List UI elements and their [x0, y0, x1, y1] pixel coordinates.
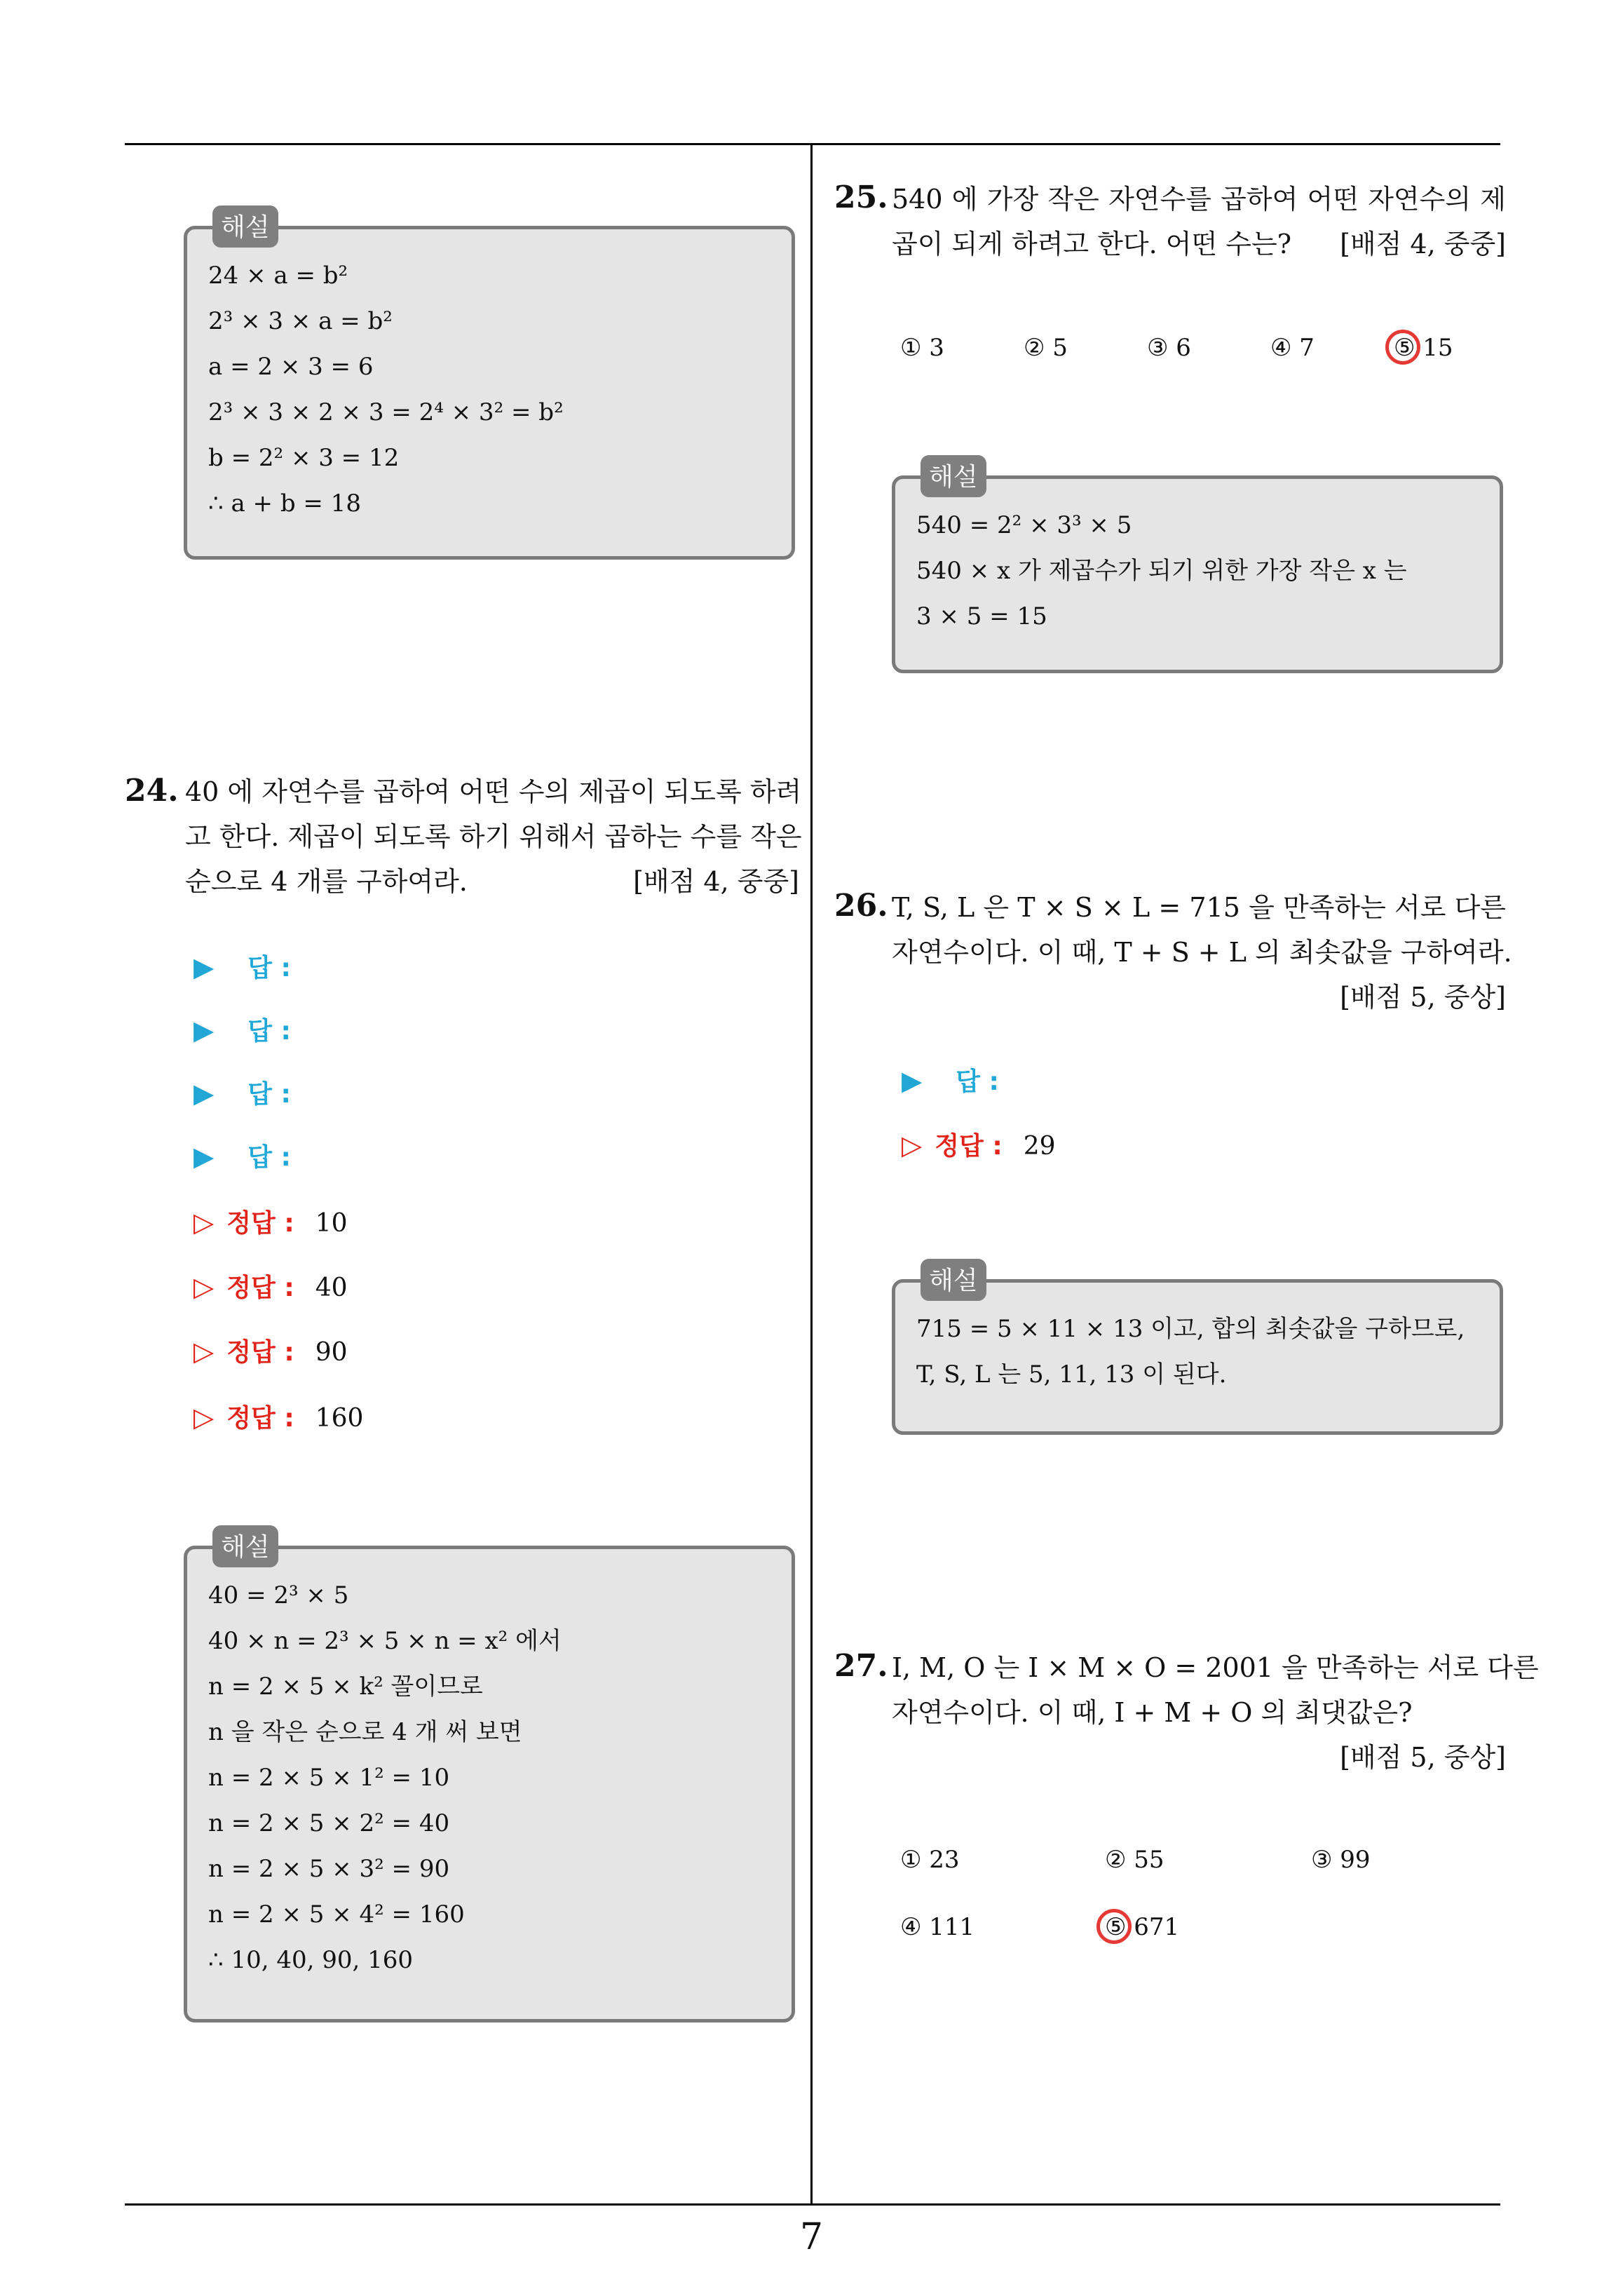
- question-line: 540 에 가장 작은 자연수를 곱하여 어떤 자연수의 제: [892, 184, 1506, 215]
- correct-label: 정답 :: [935, 1132, 1003, 1161]
- choice-1[interactable]: ① 23: [900, 1846, 960, 1874]
- answer-label: 답 :: [956, 1067, 999, 1096]
- explanation-line: ∴ a + b = 18: [208, 489, 361, 518]
- question-text-q26: [892, 885, 1512, 1020]
- correct-value: 10: [315, 1209, 348, 1238]
- points-label: [배점 5, 중상]: [1340, 982, 1506, 1013]
- column-divider: [810, 143, 813, 2205]
- explanation-line: 2³ × 3 × a = b²: [208, 307, 393, 335]
- explanation-box-q24: [184, 1533, 795, 2022]
- explanation-line: n = 2 × 5 × 4² = 160: [208, 1900, 465, 1929]
- correct-answer: [902, 1126, 1056, 1162]
- points-label: [배점 5, 중상]: [1340, 1742, 1506, 1773]
- points-label: [배점 4, 중중]: [633, 866, 799, 897]
- question-number: 26.: [834, 888, 888, 924]
- explanation-tab: 해설: [921, 1259, 986, 1301]
- correct-value: 29: [1023, 1132, 1056, 1161]
- question-line: T, S, L 은 T × S × L = 715 을 만족하는 서로 다른: [892, 892, 1506, 923]
- play-triangle-icon: ▶: [193, 1078, 215, 1109]
- choice-3[interactable]: ③ 99: [1311, 1846, 1371, 1874]
- outline-triangle-icon: ▷: [193, 1402, 215, 1433]
- top-rule: [125, 143, 1500, 145]
- explanation-line: 3 × 5 = 15: [916, 602, 1047, 630]
- choice-3[interactable]: ③ 6: [1147, 334, 1191, 362]
- explanation-line: n = 2 × 5 × 2² = 40: [208, 1809, 450, 1837]
- choice-5[interactable]: ⑤ 15: [1394, 334, 1453, 362]
- question-text-q25: [892, 177, 1506, 266]
- question-line: 곱이 되게 하려고 한다. 어떤 수는?: [892, 229, 1292, 259]
- question-line: 순으로 4 개를 구하여라.: [185, 866, 468, 897]
- choice-2[interactable]: ② 55: [1105, 1846, 1164, 1874]
- answer-label: 답 :: [247, 1017, 291, 1046]
- outline-triangle-icon: ▷: [193, 1336, 215, 1367]
- explanation-line: T, S, L 는 5, 11, 13 이 된다.: [916, 1360, 1227, 1389]
- explanation-line: 540 × x 가 제곱수가 되기 위한 가장 작은 x 는: [916, 557, 1407, 585]
- answer-label: 답 :: [247, 1143, 291, 1172]
- answer-label: 답 :: [247, 954, 291, 982]
- outline-triangle-icon: ▷: [193, 1271, 215, 1302]
- explanation-box-q23: [184, 213, 795, 560]
- play-triangle-icon: ▶: [193, 1141, 215, 1172]
- question-number: 25.: [834, 180, 888, 215]
- correct-value: 90: [315, 1338, 348, 1367]
- correct-value: 40: [315, 1274, 348, 1302]
- play-triangle-icon: ▶: [193, 1015, 215, 1046]
- explanation-line: ∴ 10, 40, 90, 160: [208, 1946, 413, 1974]
- outline-triangle-icon: ▷: [193, 1207, 215, 1238]
- question-number: 27.: [834, 1648, 888, 1684]
- explanation-line: n = 2 × 5 × 3² = 90: [208, 1855, 450, 1883]
- explanation-box-q26: [892, 1267, 1503, 1435]
- outline-triangle-icon: ▷: [902, 1130, 923, 1161]
- explanation-line: n 을 작은 순으로 4 개 써 보면: [208, 1718, 522, 1746]
- question-number: 24.: [125, 773, 179, 809]
- choice-4[interactable]: ④ 7: [1270, 334, 1315, 362]
- choice-1[interactable]: ① 3: [900, 334, 944, 362]
- explanation-line: 540 = 2² × 3³ × 5: [916, 511, 1132, 539]
- explanation-line: 2³ × 3 × 2 × 3 = 2⁴ × 3² = b²: [208, 398, 564, 426]
- explanation-line: 40 = 2³ × 5: [208, 1581, 349, 1609]
- correct-answer-1: [193, 1203, 348, 1239]
- explanation-box-q25: [892, 463, 1503, 673]
- play-triangle-icon: ▶: [902, 1065, 923, 1096]
- answer-field-2[interactable]: [193, 1011, 291, 1047]
- question-line: 자연수이다. 이 때, I + M + O 의 최댓값은?: [892, 1697, 1413, 1728]
- question-text-q27: [892, 1645, 1539, 1780]
- choice-4[interactable]: ④ 111: [900, 1913, 975, 1941]
- question-last-line: [185, 859, 799, 904]
- question-line: 자연수이다. 이 때, T + S + L 의 최솟값을 구하여라.: [892, 937, 1512, 968]
- correct-label: 정답 :: [226, 1209, 294, 1238]
- explanation-line: n = 2 × 5 × 1² = 10: [208, 1764, 450, 1792]
- question-line: I, M, O 는 I × M × O = 2001 을 만족하는 서로 다른: [892, 1652, 1539, 1683]
- play-triangle-icon: ▶: [193, 952, 215, 982]
- question-line: 40 에 자연수를 곱하여 어떤 수의 제곱이 되도록 하려: [185, 776, 802, 807]
- choice-2[interactable]: ② 5: [1024, 334, 1068, 362]
- correct-label: 정답 :: [226, 1404, 294, 1433]
- explanation-line: 24 × a = b²: [208, 262, 348, 290]
- page-number: 7: [799, 2216, 824, 2258]
- explanation-line: a = 2 × 3 = 6: [208, 353, 374, 381]
- points-label: [배점 4, 중중]: [1340, 229, 1506, 259]
- explanation-line: n = 2 × 5 × k² 꼴이므로: [208, 1673, 483, 1701]
- question-text-q24: [185, 769, 802, 904]
- correct-label: 정답 :: [226, 1274, 294, 1302]
- choice-5[interactable]: ⑤ 671: [1105, 1913, 1180, 1941]
- answer-field-1[interactable]: [193, 948, 291, 984]
- correct-label: 정답 :: [226, 1338, 294, 1367]
- answer-field[interactable]: [902, 1062, 999, 1098]
- explanation-line: 715 = 5 × 11 × 13 이고, 합의 최솟값을 구하므로,: [916, 1315, 1465, 1343]
- explanation-tab: 해설: [212, 205, 278, 248]
- answer-label: 답 :: [247, 1080, 291, 1109]
- correct-answer-3: [193, 1332, 348, 1368]
- answer-field-4[interactable]: [193, 1137, 291, 1173]
- correct-answer-2: [193, 1268, 348, 1304]
- explanation-line: 40 × n = 2³ × 5 × n = x² 에서: [208, 1627, 562, 1655]
- question-line: 고 한다. 제곱이 되도록 하기 위해서 곱하는 수를 작은: [185, 821, 802, 852]
- question-last-line: [892, 222, 1506, 266]
- selected-answer-circle: [1385, 330, 1420, 365]
- explanation-tab: 해설: [921, 455, 986, 497]
- correct-value: 160: [315, 1404, 364, 1433]
- selected-answer-circle: [1096, 1909, 1132, 1944]
- explanation-line: b = 2² × 3 = 12: [208, 444, 400, 472]
- bottom-rule: [125, 2203, 1500, 2206]
- correct-answer-4: [193, 1398, 363, 1434]
- answer-field-3[interactable]: [193, 1074, 291, 1110]
- explanation-tab: 해설: [212, 1525, 278, 1567]
